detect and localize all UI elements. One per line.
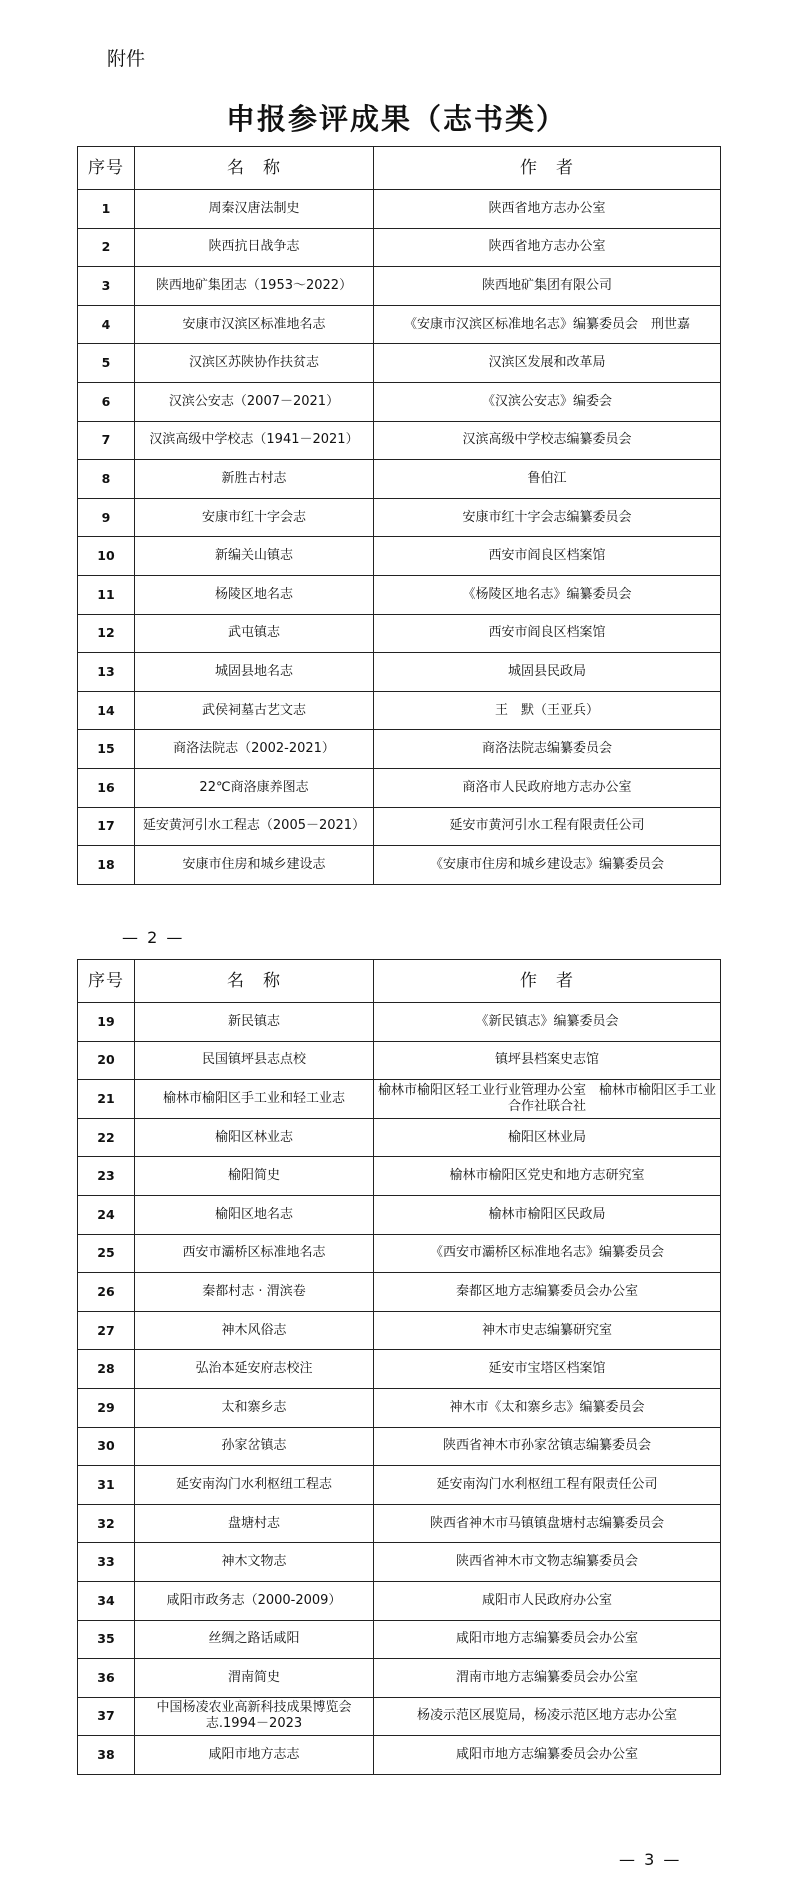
row-author: 西安市阎良区档案馆 — [374, 614, 721, 653]
row-name: 中国杨凌农业高新科技成果博览会志.1994－2023 — [135, 1697, 374, 1736]
row-author: 鲁伯江 — [374, 460, 721, 499]
table-row — [78, 1388, 721, 1427]
header-author: 作 者 — [374, 960, 721, 1003]
row-author: 陕西省神木市孙家岔镇志编纂委员会 — [374, 1427, 721, 1466]
row-name: 周秦汉唐法制史 — [135, 190, 374, 229]
row-number: 30 — [78, 1427, 135, 1466]
row-number: 24 — [78, 1195, 135, 1234]
row-number: 34 — [78, 1581, 135, 1620]
row-name: 咸阳市政务志（2000-2009） — [135, 1581, 374, 1620]
row-number: 13 — [78, 653, 135, 692]
table-row — [78, 1003, 721, 1042]
row-number: 35 — [78, 1620, 135, 1659]
row-author: 汉滨区发展和改革局 — [374, 344, 721, 383]
row-number: 21 — [78, 1080, 135, 1119]
table-row — [78, 1273, 721, 1312]
table-row — [78, 768, 721, 807]
row-name: 杨陵区地名志 — [135, 575, 374, 614]
page-number-2: — 2 — — [122, 928, 185, 947]
row-author: 陕西省神木市文物志编纂委员会 — [374, 1543, 721, 1582]
row-name: 22℃商洛康养图志 — [135, 768, 374, 807]
row-name: 榆阳区林业志 — [135, 1118, 374, 1157]
row-author: 陕西省神木市马镇镇盘塘村志编纂委员会 — [374, 1504, 721, 1543]
row-author: 陕西省地方志办公室 — [374, 228, 721, 267]
row-number: 22 — [78, 1118, 135, 1157]
row-name: 汉滨高级中学校志（1941－2021） — [135, 421, 374, 460]
row-number: 6 — [78, 382, 135, 421]
row-author: 延安市宝塔区档案馆 — [374, 1350, 721, 1389]
page-number-3: — 3 — — [619, 1850, 682, 1869]
table-row — [78, 344, 721, 383]
row-name: 陕西地矿集团志（1953～2022） — [135, 267, 374, 306]
row-name: 新民镇志 — [135, 1003, 374, 1042]
row-author: 咸阳市人民政府办公室 — [374, 1581, 721, 1620]
table-row — [78, 1620, 721, 1659]
row-name: 丝绸之路话咸阳 — [135, 1620, 374, 1659]
row-number: 19 — [78, 1003, 135, 1042]
row-name: 盘塘村志 — [135, 1504, 374, 1543]
row-number: 33 — [78, 1543, 135, 1582]
row-name: 汉滨区苏陕协作扶贫志 — [135, 344, 374, 383]
row-author: 神木市《太和寨乡志》编纂委员会 — [374, 1388, 721, 1427]
row-number: 28 — [78, 1350, 135, 1389]
row-number: 27 — [78, 1311, 135, 1350]
row-author: 安康市红十字会志编纂委员会 — [374, 498, 721, 537]
row-author: 咸阳市地方志编纂委员会办公室 — [374, 1620, 721, 1659]
header-author: 作 者 — [374, 147, 721, 190]
table-row — [78, 1581, 721, 1620]
row-name: 延安南沟门水利枢纽工程志 — [135, 1466, 374, 1505]
table-row — [78, 1350, 721, 1389]
table-row — [78, 267, 721, 306]
row-number: 7 — [78, 421, 135, 460]
table-row — [78, 1466, 721, 1505]
table-row — [78, 1234, 721, 1273]
row-number: 32 — [78, 1504, 135, 1543]
header-name: 名 称 — [135, 147, 374, 190]
row-number: 4 — [78, 305, 135, 344]
header-no: 序号 — [78, 960, 135, 1003]
table-row — [78, 1118, 721, 1157]
row-author: 榆林市榆阳区轻工业行业管理办公室 榆林市榆阳区手工业合作社联合社 — [374, 1080, 721, 1119]
row-name: 武屯镇志 — [135, 614, 374, 653]
row-number: 1 — [78, 190, 135, 229]
row-author: 《西安市灞桥区标准地名志》编纂委员会 — [374, 1234, 721, 1273]
page-title: 申报参评成果（志书类） — [225, 102, 567, 136]
row-author: 陕西省地方志办公室 — [374, 190, 721, 229]
row-author: 《安康市汉滨区标准地名志》编纂委员会 刑世嘉 — [374, 305, 721, 344]
table-row — [78, 1195, 721, 1234]
row-number: 14 — [78, 691, 135, 730]
row-number: 8 — [78, 460, 135, 499]
attachment-label: 附件 — [107, 48, 146, 70]
table-row — [78, 537, 721, 576]
table-row — [78, 1736, 721, 1775]
row-author: 商洛市人民政府地方志办公室 — [374, 768, 721, 807]
row-name: 榆阳简史 — [135, 1157, 374, 1196]
table-header-row — [78, 960, 721, 1003]
row-author: 《汉滨公安志》编委会 — [374, 382, 721, 421]
table-row — [78, 653, 721, 692]
row-author: 延安市黄河引水工程有限责任公司 — [374, 807, 721, 846]
row-name: 新胜古村志 — [135, 460, 374, 499]
table-row — [78, 730, 721, 769]
row-author: 咸阳市地方志编纂委员会办公室 — [374, 1736, 721, 1775]
row-name: 安康市红十字会志 — [135, 498, 374, 537]
table-row — [78, 1697, 721, 1736]
table-row — [78, 807, 721, 846]
row-name: 商洛法院志（2002-2021） — [135, 730, 374, 769]
row-name: 武侯祠墓古艺文志 — [135, 691, 374, 730]
row-author: 榆林市榆阳区民政局 — [374, 1195, 721, 1234]
row-name: 城固县地名志 — [135, 653, 374, 692]
table-header-row — [78, 147, 721, 190]
table-row — [78, 1504, 721, 1543]
row-number: 16 — [78, 768, 135, 807]
row-name: 西安市灞桥区标准地名志 — [135, 1234, 374, 1273]
row-name: 弘治本延安府志校注 — [135, 1350, 374, 1389]
table-row — [78, 1311, 721, 1350]
row-number: 18 — [78, 846, 135, 885]
row-number: 11 — [78, 575, 135, 614]
row-name: 榆阳区地名志 — [135, 1195, 374, 1234]
row-author: 榆林市榆阳区党史和地方志研究室 — [374, 1157, 721, 1196]
row-number: 2 — [78, 228, 135, 267]
row-number: 3 — [78, 267, 135, 306]
table-row — [78, 846, 721, 885]
row-number: 29 — [78, 1388, 135, 1427]
table-row — [78, 1157, 721, 1196]
row-number: 12 — [78, 614, 135, 653]
table-row — [78, 190, 721, 229]
row-author: 《安康市住房和城乡建设志》编纂委员会 — [374, 846, 721, 885]
table-row — [78, 1041, 721, 1080]
results-table-page-2 — [77, 146, 721, 885]
table-row — [78, 1080, 721, 1119]
results-table-page-3 — [77, 959, 721, 1775]
table-row — [78, 1543, 721, 1582]
row-number: 17 — [78, 807, 135, 846]
row-author: 陕西地矿集团有限公司 — [374, 267, 721, 306]
row-number: 5 — [78, 344, 135, 383]
table-row — [78, 382, 721, 421]
row-number: 26 — [78, 1273, 135, 1312]
row-author: 渭南市地方志编纂委员会办公室 — [374, 1659, 721, 1698]
row-author: 秦都区地方志编纂委员会办公室 — [374, 1273, 721, 1312]
row-name: 汉滨公安志（2007－2021） — [135, 382, 374, 421]
row-author: 《新民镇志》编纂委员会 — [374, 1003, 721, 1042]
table-row — [78, 1427, 721, 1466]
row-number: 10 — [78, 537, 135, 576]
row-author: 西安市阎良区档案馆 — [374, 537, 721, 576]
row-author: 《杨陵区地名志》编纂委员会 — [374, 575, 721, 614]
row-name: 秦都村志 · 渭滨卷 — [135, 1273, 374, 1312]
table-row — [78, 305, 721, 344]
row-author: 神木市史志编纂研究室 — [374, 1311, 721, 1350]
row-name: 神木文物志 — [135, 1543, 374, 1582]
table-row — [78, 575, 721, 614]
table-row — [78, 460, 721, 499]
row-number: 23 — [78, 1157, 135, 1196]
row-author: 城固县民政局 — [374, 653, 721, 692]
table-row — [78, 691, 721, 730]
row-number: 38 — [78, 1736, 135, 1775]
row-number: 37 — [78, 1697, 135, 1736]
row-name: 孙家岔镇志 — [135, 1427, 374, 1466]
row-name: 陕西抗日战争志 — [135, 228, 374, 267]
table-row — [78, 614, 721, 653]
row-name: 渭南简史 — [135, 1659, 374, 1698]
table-row — [78, 498, 721, 537]
row-name: 民国镇坪县志点校 — [135, 1041, 374, 1080]
row-name: 安康市住房和城乡建设志 — [135, 846, 374, 885]
row-name: 新编关山镇志 — [135, 537, 374, 576]
row-author: 杨凌示范区展览局，杨凌示范区地方志办公室 — [374, 1697, 721, 1736]
row-author: 延安南沟门水利枢纽工程有限责任公司 — [374, 1466, 721, 1505]
header-no: 序号 — [78, 147, 135, 190]
row-author: 王 默（王亚兵） — [374, 691, 721, 730]
row-number: 31 — [78, 1466, 135, 1505]
table-row — [78, 1659, 721, 1698]
row-name: 咸阳市地方志志 — [135, 1736, 374, 1775]
row-name: 太和寨乡志 — [135, 1388, 374, 1427]
table-row — [78, 421, 721, 460]
row-author: 镇坪县档案史志馆 — [374, 1041, 721, 1080]
header-name: 名 称 — [135, 960, 374, 1003]
row-author: 商洛法院志编纂委员会 — [374, 730, 721, 769]
row-name: 榆林市榆阳区手工业和轻工业志 — [135, 1080, 374, 1119]
row-number: 25 — [78, 1234, 135, 1273]
row-name: 神木风俗志 — [135, 1311, 374, 1350]
row-name: 延安黄河引水工程志（2005－2021） — [135, 807, 374, 846]
table-row — [78, 228, 721, 267]
row-author: 汉滨高级中学校志编纂委员会 — [374, 421, 721, 460]
row-number: 20 — [78, 1041, 135, 1080]
row-name: 安康市汉滨区标准地名志 — [135, 305, 374, 344]
row-number: 15 — [78, 730, 135, 769]
row-number: 36 — [78, 1659, 135, 1698]
row-author: 榆阳区林业局 — [374, 1118, 721, 1157]
row-number: 9 — [78, 498, 135, 537]
